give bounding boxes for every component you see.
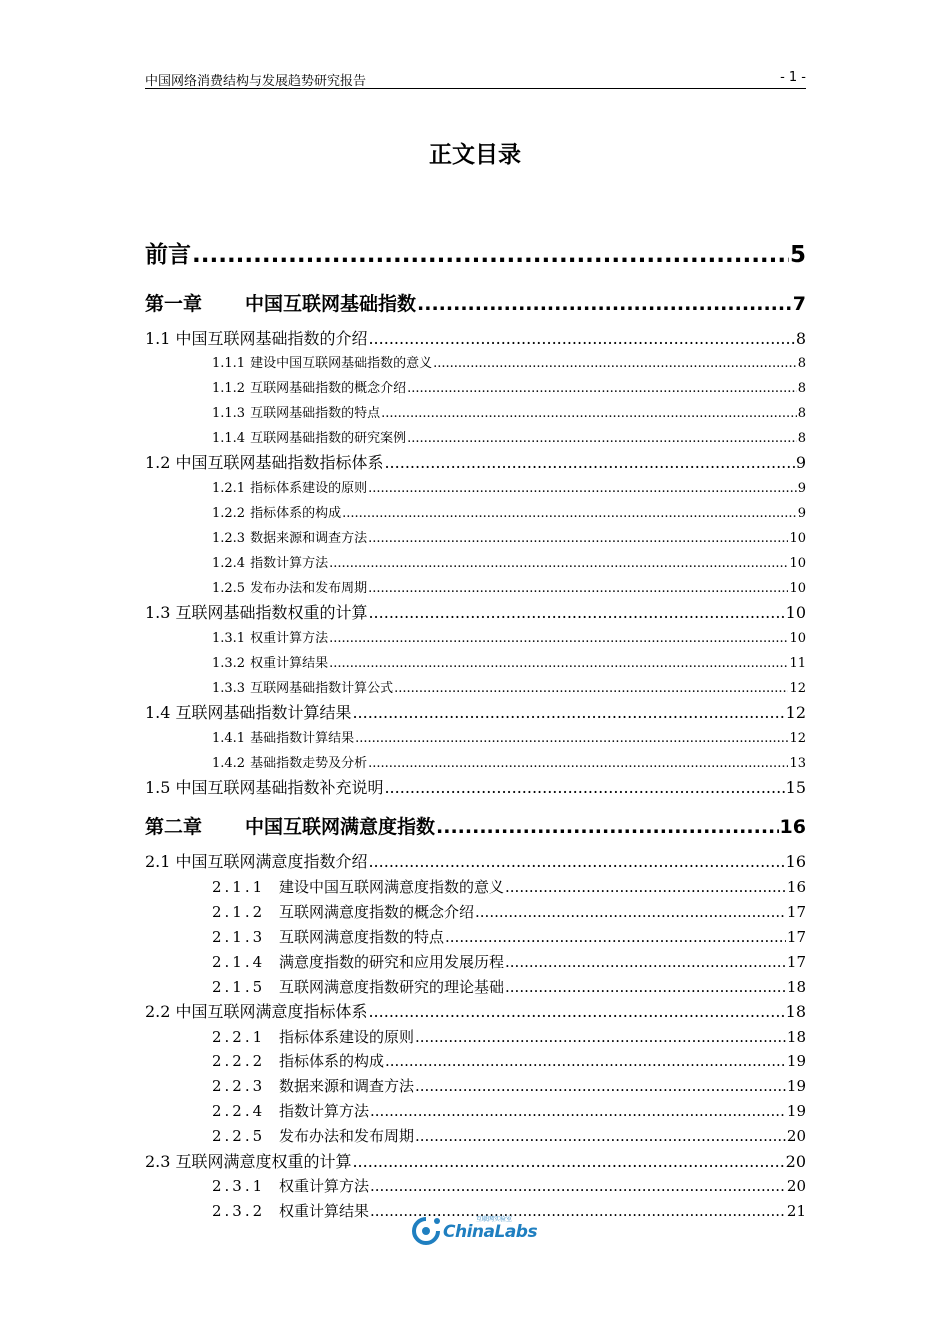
toc-entry-number: 1.4.1 [212, 731, 246, 747]
toc-entry-label [212, 377, 406, 396]
toc-entry-number: 2.1.3 [212, 928, 266, 946]
toc-entry[interactable] [212, 752, 806, 771]
toc-entry-label [212, 652, 328, 671]
toc-dot-leader [192, 242, 789, 268]
toc-entry-label [145, 326, 367, 349]
toc-entry-number: 2.3.2 [212, 1202, 266, 1220]
toc-dot-leader [368, 603, 784, 622]
toc-entry-text: 互联网满意度指数的概念介绍 [279, 903, 475, 921]
toc-dot-leader [329, 631, 788, 646]
toc-entry[interactable] [145, 999, 806, 1022]
chinalabs-logo-icon [410, 1214, 442, 1246]
toc-page-number: 5 [789, 242, 806, 269]
toc-entry-number: 1.3 [145, 603, 171, 623]
toc-dot-leader [417, 293, 792, 315]
toc-entry-text: 权重计算方法 [279, 1177, 370, 1195]
toc-entry-text: 满意度指数的研究和应用发展历程 [279, 953, 505, 971]
toc-entry-label [145, 812, 435, 839]
toc-entry-label [212, 577, 367, 596]
toc-entry[interactable] [212, 627, 806, 646]
toc-entry-label [212, 627, 328, 646]
toc-entry-text: 中国互联网基础指数补充说明 [175, 778, 384, 798]
toc-page-number: 8 [797, 356, 806, 372]
toc-page-number: 10 [789, 531, 806, 547]
toc-entry-label [145, 1149, 351, 1172]
toc-entry-label [212, 752, 367, 771]
toc-entry-text: 中国互联网满意度指数介绍 [175, 852, 368, 872]
toc-page-number: 21 [786, 1202, 806, 1220]
toc-entry-text: 互联网基础指数的特点 [250, 406, 381, 422]
toc-entry-text: 发布办法和发布周期 [279, 1127, 415, 1145]
toc-dot-leader [433, 356, 797, 371]
toc-entry[interactable] [212, 377, 806, 396]
toc-dot-leader [475, 903, 786, 921]
toc-dot-leader [329, 656, 788, 671]
toc-entry-text: 发布办法和发布周期 [250, 581, 368, 597]
toc-entry[interactable] [145, 450, 806, 473]
toc-entry[interactable] [212, 901, 806, 922]
toc-entry-label [145, 849, 367, 872]
toc-entry[interactable] [212, 1125, 806, 1146]
toc-entry[interactable] [212, 502, 806, 521]
toc-entry-number: 2.2.3 [212, 1077, 266, 1095]
toc-page-number: 20 [785, 1152, 806, 1172]
toc-entry-label [212, 876, 504, 897]
toc-page-number: 20 [786, 1177, 806, 1195]
toc-dot-leader [407, 381, 797, 396]
toc-dot-leader [505, 953, 786, 971]
toc-entry-text: 数据来源和调查方法 [279, 1077, 415, 1095]
toc-dot-leader [384, 453, 794, 472]
toc-entry-text: 互联网基础指数的概念介绍 [250, 381, 407, 397]
toc-entry-number: 1.2.3 [212, 531, 246, 547]
toc-entry-label [212, 1050, 384, 1071]
toc-title: 正文目录 [429, 142, 521, 168]
toc-page-number: 17 [786, 928, 806, 946]
toc-entry-number: 2.3.1 [212, 1177, 266, 1195]
toc-entry-number: 1.2.2 [212, 506, 246, 522]
toc-entry[interactable] [212, 1050, 806, 1071]
toc-page-number: 13 [789, 756, 806, 772]
toc-entry[interactable] [212, 1100, 806, 1121]
toc-dot-leader [370, 1177, 786, 1195]
toc-entry-label [212, 951, 504, 972]
toc-page-number: 18 [786, 1028, 806, 1046]
toc-entry-text: 指标体系的构成 [279, 1052, 385, 1070]
toc-entry[interactable] [212, 1026, 806, 1047]
toc-entry[interactable] [145, 326, 806, 349]
toc-entry[interactable] [212, 876, 806, 897]
toc-page-number: 10 [789, 556, 806, 572]
toc-entry-text: 权重计算结果 [279, 1202, 370, 1220]
toc-entry[interactable] [145, 600, 806, 623]
toc-entry[interactable] [145, 289, 806, 316]
toc-dot-leader [415, 1127, 786, 1145]
toc-entry-label [212, 502, 341, 521]
toc-entry[interactable] [212, 1075, 806, 1096]
toc-entry-label [212, 352, 432, 371]
toc-entry[interactable] [212, 976, 806, 997]
toc-entry-number: 1.2.5 [212, 581, 246, 597]
toc-dot-leader [368, 329, 794, 348]
toc-entry[interactable] [212, 926, 806, 947]
toc-page-number: 19 [786, 1102, 806, 1120]
toc-entry-text: 前言 [145, 242, 191, 269]
toc-entry-number: 1.4 [145, 703, 171, 723]
toc-entry[interactable] [145, 1149, 806, 1172]
toc-page-number: 11 [789, 656, 806, 672]
toc-dot-leader [436, 816, 779, 838]
toc-dot-leader [355, 731, 788, 746]
toc-entry-number: 2.3 [145, 1152, 171, 1172]
toc-dot-leader [368, 852, 784, 871]
toc-entry-text: 中国互联网基础指数的介绍 [175, 329, 368, 349]
toc-entry-number: 2.2.4 [212, 1102, 266, 1120]
toc-entry-text: 权重计算结果 [250, 656, 329, 672]
toc-page-number: 16 [786, 878, 806, 896]
toc-entry-number: 1.2.4 [212, 556, 246, 572]
toc-dot-leader [368, 581, 788, 596]
toc-entry-text: 中国互联网基础指数 [245, 292, 417, 315]
toc-entry-text: 建设中国互联网基础指数的意义 [250, 356, 433, 372]
toc-dot-leader [394, 681, 788, 696]
toc-entry-label [212, 1075, 414, 1096]
toc-entry-number: 2.1.1 [212, 878, 266, 896]
toc-entry[interactable] [212, 352, 806, 371]
toc-page-number: 9 [797, 481, 806, 497]
toc-page-number: 19 [786, 1052, 806, 1070]
logo-brand: ChinaLabs [443, 1222, 538, 1242]
toc-entry-number: 第二章 [145, 815, 203, 838]
toc-entry-label [145, 999, 367, 1022]
toc-entry-number: 2.2.2 [212, 1052, 266, 1070]
toc-page-number: 8 [797, 406, 806, 422]
toc-entry-number: 2.1.5 [212, 978, 266, 996]
toc-entry-text: 指标体系建设的原则 [279, 1028, 415, 1046]
toc-entry-label [212, 1026, 414, 1047]
toc-dot-leader [381, 406, 797, 421]
toc-dot-leader [352, 1152, 784, 1171]
toc-entry-number: 2.2.1 [212, 1028, 266, 1046]
toc-entry-text: 建设中国互联网满意度指数的意义 [279, 878, 505, 896]
toc-dot-leader [505, 978, 786, 996]
toc-entry-label [212, 901, 474, 922]
toc-page-number: 12 [785, 703, 806, 723]
toc-entry-text: 中国互联网满意度指数 [245, 815, 436, 838]
toc-entry-text: 互联网满意度指数研究的理论基础 [279, 978, 505, 996]
toc-entry-label [145, 236, 191, 269]
toc-page-number: 18 [786, 978, 806, 996]
toc-entry-number: 2.2 [145, 1002, 171, 1022]
toc-dot-leader [385, 1052, 786, 1070]
toc-page-number: 10 [785, 603, 806, 623]
toc-page-number: 20 [786, 1127, 806, 1145]
toc-page-number: 16 [785, 852, 806, 872]
toc-entry-number: 1.3.1 [212, 631, 246, 647]
toc-entry-label [212, 677, 393, 696]
toc-dot-leader [407, 431, 797, 446]
toc-dot-leader [352, 703, 784, 722]
toc-entry-text: 指标体系的构成 [250, 506, 342, 522]
toc-entry[interactable] [212, 951, 806, 972]
toc-page-number: 8 [797, 381, 806, 397]
toc-entry[interactable] [212, 652, 806, 671]
toc-dot-leader [368, 531, 788, 546]
toc-entry-label [212, 427, 406, 446]
toc-dot-leader [329, 556, 788, 571]
toc-page-number: 10 [789, 581, 806, 597]
header-page-number: - 1 - [780, 70, 806, 85]
toc-entry[interactable] [145, 812, 806, 839]
toc-entry-number: 1.1.2 [212, 381, 246, 397]
toc-entry-label [145, 775, 383, 798]
toc-page-number: 8 [797, 431, 806, 447]
toc-page-number: 10 [789, 631, 806, 647]
toc-entry[interactable] [212, 727, 806, 746]
toc-entry[interactable] [212, 1175, 806, 1196]
toc-entry[interactable] [212, 677, 806, 696]
toc-entry-number: 1.4.2 [212, 756, 246, 772]
toc-dot-leader [415, 1028, 786, 1046]
toc-entry-label [145, 289, 416, 316]
toc-entry[interactable] [145, 775, 806, 798]
toc-entry-text: 中国互联网基础指数指标体系 [175, 453, 384, 473]
toc-entry-label [212, 402, 380, 421]
toc-dot-leader [368, 481, 797, 496]
toc-entry-number: 1.1.3 [212, 406, 246, 422]
toc-entry-label [145, 450, 383, 473]
toc-entry-number: 1.3.2 [212, 656, 246, 672]
toc-entry-number: 1.2 [145, 453, 171, 473]
toc-page-number: 12 [789, 731, 806, 747]
toc-page-number: 16 [779, 815, 806, 838]
toc-entry-number: 2.1.2 [212, 903, 266, 921]
toc-page-number: 8 [795, 329, 806, 349]
toc-entry-number: 第一章 [145, 292, 203, 315]
toc-entry-text: 指标体系建设的原则 [250, 481, 368, 497]
toc-entry[interactable] [212, 427, 806, 446]
toc-page-number: 18 [785, 1002, 806, 1022]
toc-entry-label [212, 527, 367, 546]
toc-entry-text: 指数计算方法 [279, 1102, 370, 1120]
toc-entry[interactable] [212, 402, 806, 421]
toc-entry-number: 1.2.1 [212, 481, 246, 497]
toc-page-number: 15 [785, 778, 806, 798]
toc-entry[interactable] [212, 577, 806, 596]
toc-entry-label [145, 600, 367, 623]
header-title: 中国网络消费结构与发展趋势研究报告 [145, 74, 367, 89]
toc-entry-text: 权重计算方法 [250, 631, 329, 647]
toc-entry-label [212, 926, 444, 947]
toc-entry-label [212, 1200, 369, 1221]
toc-entry-text: 互联网基础指数计算结果 [175, 703, 352, 723]
toc-entry[interactable] [145, 849, 806, 872]
toc-page-number: 19 [786, 1077, 806, 1095]
toc-entry[interactable] [145, 700, 806, 723]
toc-entry-text: 互联网满意度指数的特点 [279, 928, 445, 946]
toc-entry-number: 1.3.3 [212, 681, 246, 697]
toc-entry-number: 1.1.1 [212, 356, 246, 372]
toc-dot-leader [370, 1102, 786, 1120]
toc-page-number: 12 [789, 681, 806, 697]
toc-entry-text: 指数计算方法 [250, 556, 329, 572]
toc-entry-number: 2.1.4 [212, 953, 266, 971]
toc-entry-text: 基础指数计算结果 [250, 731, 355, 747]
toc-entry-label [212, 727, 354, 746]
toc-dot-leader [368, 1002, 784, 1021]
toc-entry-number: 2.1 [145, 852, 171, 872]
toc-entry-label [212, 1175, 369, 1196]
toc-entry-number: 1.1.4 [212, 431, 246, 447]
toc-dot-leader [505, 878, 786, 896]
toc-dot-leader [445, 928, 786, 946]
toc-dot-leader [415, 1077, 786, 1095]
toc-entry[interactable] [212, 527, 806, 546]
toc-dot-leader [368, 756, 788, 771]
toc-entry-label [212, 552, 328, 571]
toc-entry-text: 基础指数走势及分析 [250, 756, 368, 772]
toc-entry[interactable] [212, 477, 806, 496]
toc-page-number: 17 [786, 903, 806, 921]
toc-entry-number: 1.1 [145, 329, 171, 349]
chinalabs-logo [410, 1214, 545, 1246]
toc-dot-leader [384, 778, 784, 797]
toc-entry-label [145, 700, 351, 723]
toc-entry-text: 中国互联网满意度指标体系 [175, 1002, 368, 1022]
toc-entry-number: 2.2.5 [212, 1127, 266, 1145]
toc-entry[interactable] [145, 236, 806, 269]
logo-subtitle: 互联网实验室 [476, 1216, 513, 1223]
toc-entry-label [212, 477, 367, 496]
toc-page-number: 17 [786, 953, 806, 971]
toc-entry-text: 互联网基础指数权重的计算 [175, 603, 368, 623]
toc-entry[interactable] [212, 552, 806, 571]
toc-entry-text: 互联网满意度权重的计算 [175, 1152, 352, 1172]
toc-entry-number: 1.5 [145, 778, 171, 798]
toc-page-number: 9 [797, 506, 806, 522]
toc-entry-text: 数据来源和调查方法 [250, 531, 368, 547]
toc-page-number: 9 [795, 453, 806, 473]
toc-entry-text: 互联网基础指数计算公式 [250, 681, 394, 697]
toc-entry-label [212, 1125, 414, 1146]
toc-entry-text: 互联网基础指数的研究案例 [250, 431, 407, 447]
toc-entry-label [212, 1100, 369, 1121]
toc-dot-leader [342, 506, 797, 521]
toc-page-number: 7 [792, 292, 806, 315]
toc-entry-label [212, 976, 504, 997]
